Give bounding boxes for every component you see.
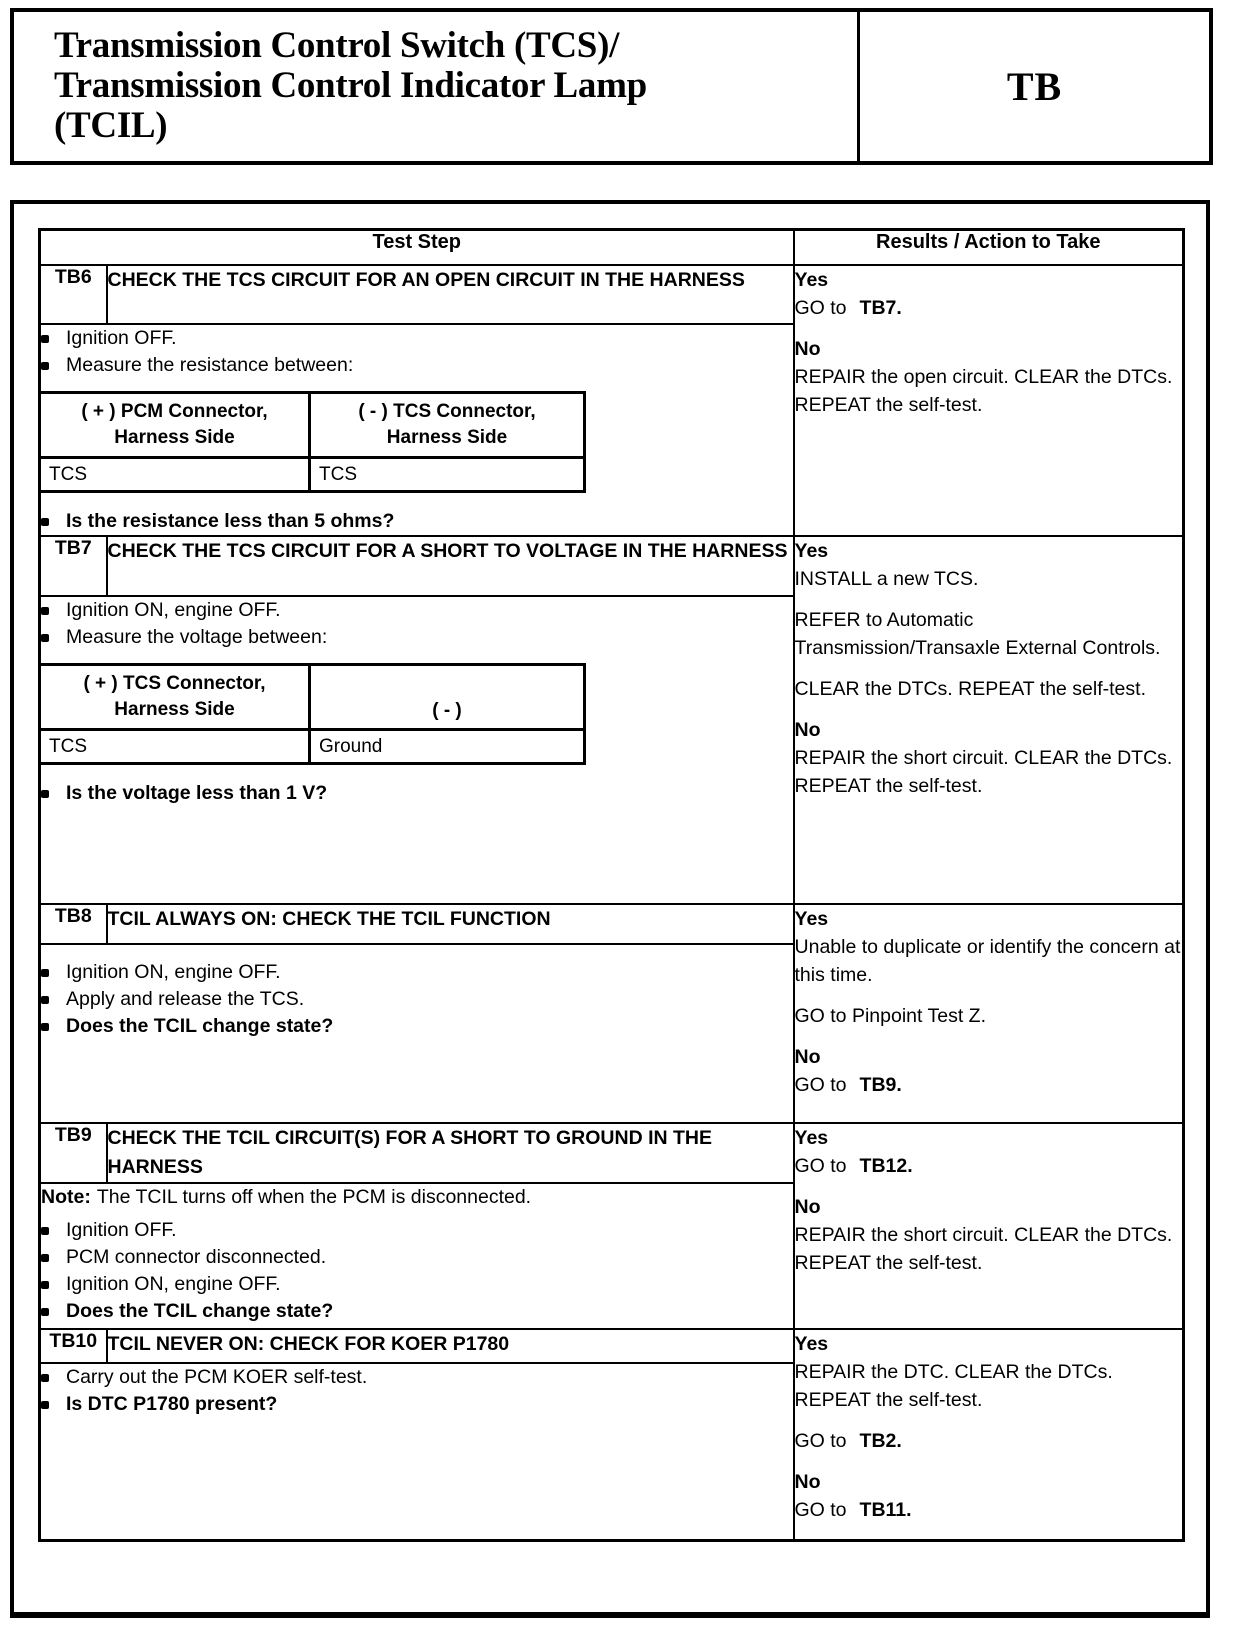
go-line: GO to TB7. — [794, 296, 902, 319]
bullet-icon — [41, 1374, 49, 1382]
bullet-icon — [41, 790, 49, 798]
results-cell — [794, 1329, 1184, 1541]
bullet-item: Ignition OFF. — [41, 325, 793, 352]
action-text: REPAIR the short circuit. CLEAR the DTCs. REPEAT the self-test. — [794, 746, 1173, 797]
step-body — [40, 596, 794, 904]
step-id: TB6 — [40, 265, 107, 324]
yes-label: Yes — [794, 1332, 829, 1355]
bullet-icon — [41, 1227, 49, 1235]
step-title: TCIL NEVER ON: CHECK FOR KOER P1780 — [107, 1329, 794, 1363]
connector-table — [38, 391, 586, 493]
yes-label: Yes — [794, 1126, 829, 1149]
header-code-cell — [860, 12, 1209, 161]
pinpoint-test-code: TB — [1006, 64, 1063, 109]
yes-label: Yes — [794, 907, 829, 930]
yes-label: Yes — [794, 268, 829, 291]
note-label: Note: — [41, 1185, 91, 1208]
bullet-icon — [41, 634, 49, 642]
column-header-test-step: Test Step — [40, 230, 794, 265]
page-title-line: Transmission Control Switch (TCS)/ — [54, 25, 620, 66]
go-line: GO to TB12. — [794, 1154, 913, 1177]
results-cell — [794, 1123, 1184, 1329]
connector-header-cell: ( + ) TCS Connector, Harness Side — [40, 664, 310, 729]
go-line: GO to TB2. — [794, 1429, 902, 1452]
connector-header-cell: ( - ) TCS Connector, Harness Side — [310, 392, 585, 457]
go-target: TB12. — [859, 1154, 913, 1177]
bullet-item: Measure the resistance between: — [41, 352, 793, 379]
bullet-icon — [41, 1281, 49, 1289]
step-body — [40, 1363, 794, 1541]
step-title-row-tb7 — [40, 536, 1184, 596]
action-text: REPAIR the DTC. CLEAR the DTCs. REPEAT the self-test. — [794, 1360, 1113, 1411]
bullet-icon — [41, 1254, 49, 1262]
bullet-item: Carry out the PCM KOER self-test. — [41, 1364, 793, 1391]
page-title-line: Transmission Control Indicator Lamp — [54, 65, 647, 106]
note: Note: The TCIL turns off when the PCM is disconnected. — [41, 1185, 532, 1208]
step-title-row-tb9 — [40, 1123, 1184, 1183]
connector-table — [38, 663, 586, 765]
no-label: No — [794, 337, 821, 360]
connector-value-cell: TCS — [310, 457, 585, 491]
document-header — [10, 8, 1213, 165]
go-line: GO to TB11. — [794, 1498, 912, 1521]
step-title: CHECK THE TCS CIRCUIT FOR AN OPEN CIRCUIT IN THE HARNESS — [107, 265, 794, 324]
no-label: No — [794, 1045, 821, 1068]
no-label: No — [794, 718, 821, 741]
step-body — [40, 944, 794, 1123]
question: Is the voltage less than 1 V? — [41, 780, 793, 807]
connector-value-cell: TCS — [40, 457, 310, 491]
connector-header-cell: ( + ) PCM Connector, Harness Side — [40, 392, 310, 457]
step-title-row-tb10 — [40, 1329, 1184, 1363]
bullet-item: Apply and release the TCS. — [41, 986, 793, 1013]
connector-value-cell: TCS — [40, 729, 310, 763]
go-target: TB7. — [859, 296, 902, 319]
bullet-icon — [41, 1401, 49, 1409]
bullet-item: Ignition ON, engine OFF. — [41, 597, 793, 624]
bullet-item: PCM connector disconnected. — [41, 1244, 793, 1271]
yes-label: Yes — [794, 539, 829, 562]
go-line: GO to TB9. — [794, 1073, 902, 1096]
bullet-icon — [41, 1308, 49, 1316]
question: Does the TCIL change state? — [41, 1013, 793, 1040]
step-body — [40, 324, 794, 536]
question: Is the resistance less than 5 ohms? — [41, 508, 793, 535]
bullet-icon — [41, 969, 49, 977]
step-id: TB10 — [40, 1329, 107, 1363]
action-text: REPAIR the open circuit. CLEAR the DTCs. REPEAT the self-test. — [794, 365, 1173, 416]
action-text: Unable to duplicate or identify the concern at this time. — [794, 935, 1181, 986]
bullet-icon — [41, 607, 49, 615]
step-title-row-tb8 — [40, 904, 1184, 944]
step-title: CHECK THE TCIL CIRCUIT(S) FOR A SHORT TO GROUND IN THE HARNESS — [107, 1123, 794, 1183]
go-target: TB9. — [859, 1073, 902, 1096]
bullet-icon — [41, 518, 49, 526]
bullet-item: Ignition ON, engine OFF. — [41, 959, 793, 986]
header-title-cell — [14, 12, 860, 161]
step-body — [40, 1183, 794, 1329]
go-target: TB11. — [859, 1498, 912, 1521]
step-title: CHECK THE TCS CIRCUIT FOR A SHORT TO VOLTAGE IN THE HARNESS — [107, 536, 794, 596]
connector-value-cell: Ground — [310, 729, 585, 763]
action-text: INSTALL a new TCS. — [794, 567, 979, 590]
action-text: REPAIR the short circuit. CLEAR the DTCs. REPEAT the self-test. — [794, 1223, 1173, 1274]
step-id: TB8 — [40, 904, 107, 944]
go-target: TB2. — [859, 1429, 902, 1452]
bullet-icon — [41, 996, 49, 1004]
connector-header-cell: ( - ) — [310, 664, 585, 729]
action-text: REFER to Automatic Transmission/Transaxle External Controls. — [794, 608, 1161, 659]
page-title-line: (TCIL) — [54, 105, 168, 146]
page-title — [54, 26, 847, 146]
bullet-icon — [41, 335, 49, 343]
step-id: TB9 — [40, 1123, 107, 1183]
results-cell — [794, 536, 1184, 904]
no-label: No — [794, 1195, 821, 1218]
action-text: CLEAR the DTCs. REPEAT the self-test. — [794, 677, 1146, 700]
bullet-item: Ignition OFF. — [41, 1217, 793, 1244]
results-cell — [794, 904, 1184, 1123]
pinpoint-test-table — [38, 228, 1185, 1542]
action-text: GO to Pinpoint Test Z. — [794, 1004, 986, 1027]
question: Is DTC P1780 present? — [41, 1391, 793, 1418]
step-title: TCIL ALWAYS ON: CHECK THE TCIL FUNCTION — [107, 904, 794, 944]
bullet-icon — [41, 362, 49, 370]
results-cell — [794, 265, 1184, 536]
bullet-item: Measure the voltage between: — [41, 624, 793, 651]
bullet-icon — [41, 1023, 49, 1031]
question: Does the TCIL change state? — [41, 1298, 793, 1325]
column-header-results: Results / Action to Take — [794, 230, 1184, 265]
step-id: TB7 — [40, 536, 107, 596]
no-label: No — [794, 1470, 821, 1493]
bullet-item: Ignition ON, engine OFF. — [41, 1271, 793, 1298]
step-title-row-tb6 — [40, 265, 1184, 324]
